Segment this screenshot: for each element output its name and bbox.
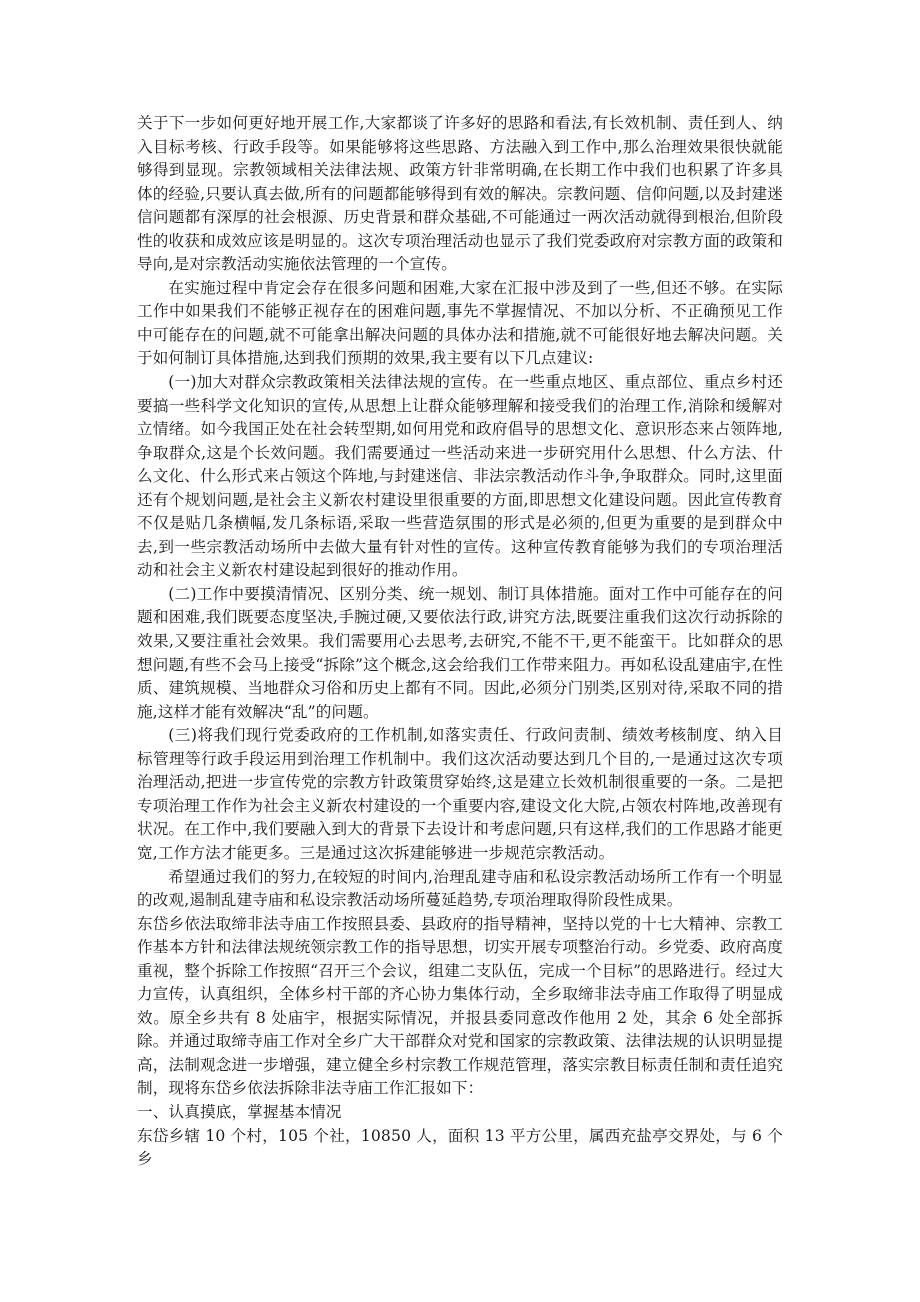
paragraph-4: (二)工作中要摸清情况、区别分类、统一规划、制订具体措施。面对工作中可能存在的问题和困难,我们既要态度坚决,手腕过硬,又要依法行政,讲究方法,既要注重我们这次行动拆除的效果,又要注重社会效果。我们需要用心去思考,去研究,不能不干,更不能蛮干。比如群众的思想问题,有些不会马上接受“拆除”这个概念,这会给我们工作带来阻力。再如私设乱建庙宇,在性质、建筑规模、当地群众习俗和历史上都有不同。因此,必须分门别类,区别对待,采取不同的措施,这样才能有效解决“乱”的问题。 [137,584,783,721]
paragraph-5: (三)将我们现行党委政府的工作机制,如落实责任、行政问责制、绩效考核制度、纳入目标管理等行政手段运用到治理工作机制中。我们这次活动要达到几个目的,一是通过这次专项治理活动,把进一步宣传党的宗教方针政策贯穿始终,这是建立长效机制很重要的一条。二是把专项治理工作作为社会主义新农村建设的一个重要内容,建设文化大院,占领农村阵地,改善现有状况。在工作中,我们要融入到大的背景下去设计和考虑问题,只有这样,我们的工作思路才能更宽,工作方法才能更多。三是通过这次拆建能够进一步规范宗教活动。 [137,726,783,862]
paragraph-7: 东岱乡依法取缔非法寺庙工作按照县委、县政府的指导精神，坚持以党的十七大精神、宗教工作基本方针和法律法规统领宗教工作的指导思想，切实开展专项整治行动。乡党委、政府高度重视，整个拆除工作按照“召开三个会议，组建二支队伍，完成一个目标”的思路进行。经过大力宣传，认真组织，全体乡村干部的齐心协力集体行动，全乡取缔非法寺庙工作取得了明显成效。原全乡共有 8 处庙宇，根据实际情况，并报县委同意改作他用 2 处，其余 6 处全部拆除。并通过取缔寺庙工作对全乡广大干部群众对党和国家的宗教政策、法律法规的认识明显提高，法制观念进一步增强，建立健全乡村宗教工作规范管理，落实宗教目标责任制和责任追究制，现将东岱乡依法拆除非法寺庙工作汇报如下： [137,914,783,1098]
paragraph-8: 东岱乡辖 10 个村，105 个社，10850 人，面积 13 平方公里，属西充盐亭交界处，与 6 个乡 [137,1126,783,1169]
paragraph-2: 在实施过程中肯定会存在很多问题和困难,大家在汇报中涉及到了一些,但还不够。在实际工作中如果我们不能够正视存在的困难问题,事先不掌握情况、不加以分析、不正确预见工作中可能存在的问题,就不可能拿出解决问题的具体办法和措施,就不可能很好地去解决问题。关于如何制订具体措施,达到我们预期的效果,我主要有以下几点建议: [137,278,783,368]
section-heading: 一、认真摸底，掌握基本情况 [137,1102,342,1121]
paragraph-6: 希望通过我们的努力,在较短的时间内,治理乱建寺庙和私设宗教活动场所工作有一个明显的改观,遏制乱建寺庙和私设宗教活动场所蔓延趋势,专项治理取得阶段性成果。 [137,867,783,910]
paragraph-3: (一)加大对群众宗教政策相关法律法规的宣传。在一些重点地区、重点部位、重点乡村还要搞一些科学文化知识的宣传,从思想上让群众能够理解和接受我们的治理工作,消除和缓解对立情绪。如今我国正处在社会转型期,如何用党和政府倡导的思想文化、意识形态来占领阵地,争取群众,这是个长效问题。我们需要通过一些活动来进一步研究用什么思想、什么方法、什么文化、什么形式来占领这个阵地,与封建迷信、非法宗教活动作斗争,争取群众。同时,这里面还有个规划问题,是社会主义新农村建设里很重要的方面,即思想文化建设问题。因此宣传教育不仅是贴几条横幅,发几条标语,采取一些营造氛围的形式是必须的,但更为重要的是到群众中去,到一些宗教活动场所中去做大量有针对性的宣传。这种宣传教育能够为我们的专项治理活动和社会主义新农村建设起到很好的推动作用。 [137,373,783,580]
document-body [137,112,783,1172]
paragraph-1: 关于下一步如何更好地开展工作,大家都谈了许多好的思路和看法,有长效机制、责任到人、纳入目标考核、行政手段等。如果能够将这些思路、方法融入到工作中,那么治理效果很快就能够得到显现。宗教领域相关法律法规、政策方针非常明确,在长期工作中我们也积累了许多具体的经验,只要认真去做,所有的问题都能够得到有效的解决。宗教问题、信仰问题,以及封建迷信问题都有深厚的社会根源、历史背景和群众基础,不可能通过一两次活动就得到根治,但阶段性的收获和成效应该是明显的。这次专项治理活动也显示了我们党委政府对宗教方面的政策和导向,是对宗教活动实施依法管理的一个宣传。 [137,114,783,274]
